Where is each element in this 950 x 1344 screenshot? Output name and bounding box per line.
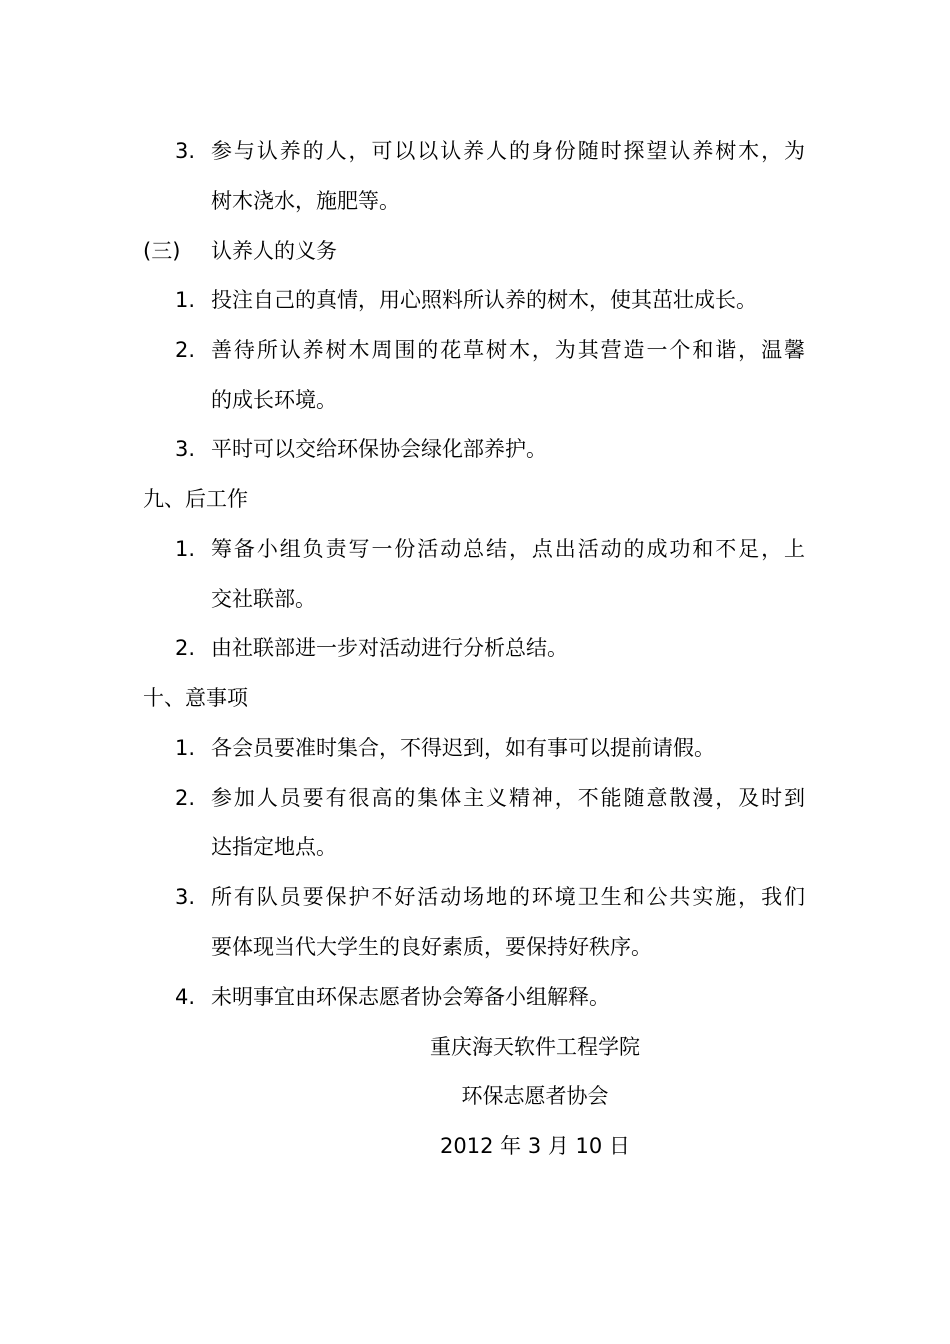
list-number: 1.	[174, 537, 195, 561]
list-item-text: 各会员要准时集合，不得迟到，如有事可以提前请假。	[211, 736, 715, 760]
list-item-text: 所有队员要保护不好活动场地的环境卫生和公共实施，我们	[211, 885, 805, 909]
list-item-text-continued: 要体现当代大学生的良好素质，要保持好秩序。	[211, 935, 652, 959]
section-heading: 十、意事项	[143, 686, 248, 710]
list-item-text-continued: 交社联部。	[211, 587, 316, 611]
list-item-text: 由社联部进一步对活动进行分析总结。	[211, 636, 568, 660]
signature-organization: 环保志愿者协会	[461, 1084, 609, 1108]
signature-school: 重庆海天软件工程学院	[430, 1035, 640, 1059]
list-number: 3.	[174, 885, 195, 909]
list-item-text: 善待所认养树木周围的花草树木，为其营造一个和谐，温馨	[211, 338, 805, 362]
list-number: 3.	[174, 437, 195, 461]
list-number: 1.	[174, 288, 195, 312]
list-item-text-continued: 的成长环境。	[211, 388, 337, 412]
subsection-number: (三)	[143, 239, 181, 263]
list-item-text: 投注自己的真情，用心照料所认养的树木，使其茁壮成长。	[211, 288, 757, 312]
list-number: 1.	[174, 736, 195, 760]
list-item-text: 平时可以交给环保协会绿化部养护。	[211, 437, 547, 461]
subsection-title: 认养人的义务	[211, 239, 337, 263]
list-number: 3.	[174, 139, 195, 163]
list-item-text: 参与认养的人，可以以认养人的身份随时探望认养树木，为	[211, 139, 805, 163]
list-number: 2.	[174, 338, 195, 362]
list-item-text-continued: 树木浇水，施肥等。	[211, 189, 400, 213]
list-number: 4.	[174, 985, 195, 1009]
list-number: 2.	[174, 786, 195, 810]
section-heading: 九、后工作	[143, 487, 248, 511]
list-item-text: 未明事宜由环保志愿者协会筹备小组解释。	[211, 985, 610, 1009]
list-number: 2.	[174, 636, 195, 660]
list-item-text-continued: 达指定地点。	[211, 835, 337, 859]
signature-date: 2012 年 3 月 10 日	[440, 1134, 630, 1158]
list-item-text: 筹备小组负责写一份活动总结，点出活动的成功和不足，上	[211, 537, 805, 561]
list-item-text: 参加人员要有很高的集体主义精神，不能随意散漫，及时到	[211, 786, 805, 810]
